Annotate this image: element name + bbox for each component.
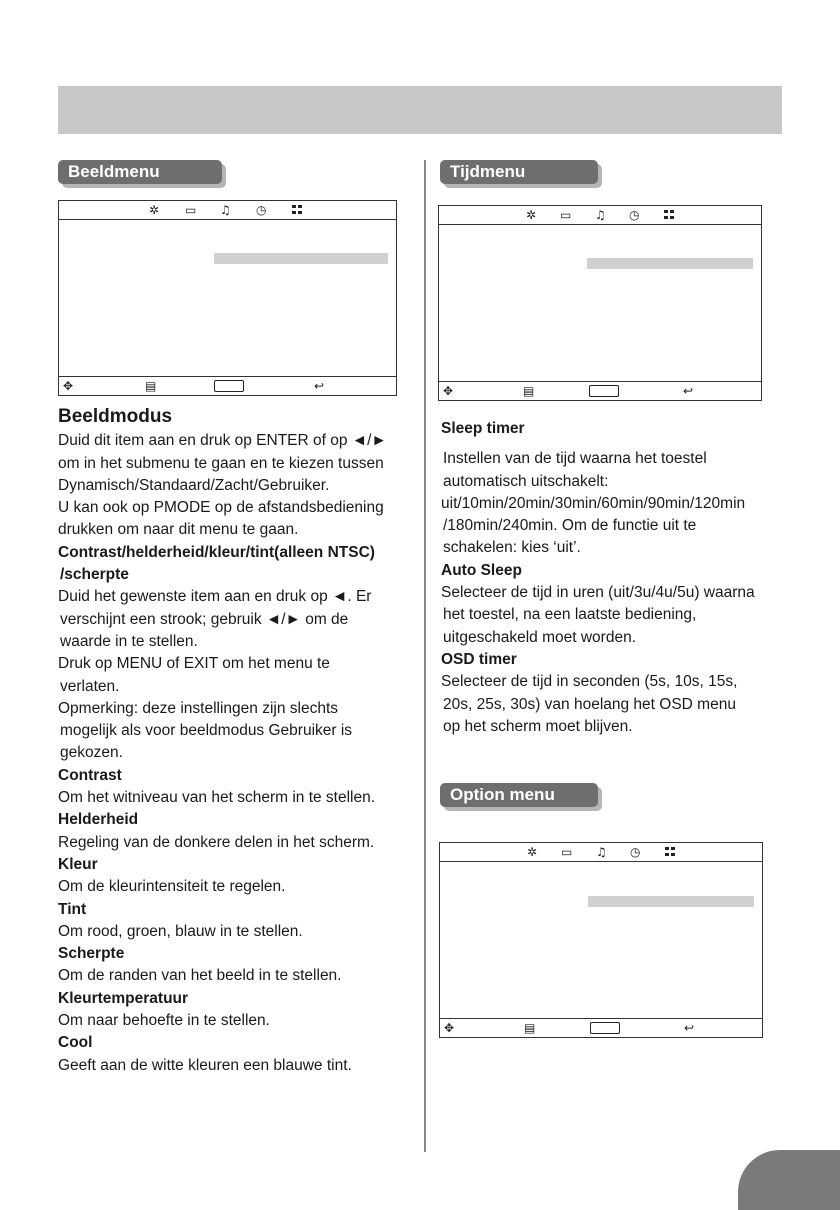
music-icon: ♫ bbox=[220, 203, 231, 217]
tab-tijdmenu: Tijdmenu bbox=[440, 160, 598, 184]
grid-icon bbox=[665, 847, 676, 857]
text-line: drukken om naar dit menu te gaan. bbox=[58, 521, 299, 539]
text-line: waarde in te stellen. bbox=[60, 632, 198, 650]
osd-menu-icon-bar bbox=[440, 843, 762, 862]
return-icon: ↩ bbox=[314, 379, 325, 393]
text-line: Selecteer de tijd in seconden (5s, 10s, 15s, bbox=[441, 673, 738, 691]
text-line: U kan ook op PMODE op de afstandsbediening bbox=[58, 499, 384, 517]
text-line: Druk op MENU of EXIT om het menu te bbox=[58, 655, 330, 673]
osd-highlight-row bbox=[214, 253, 388, 264]
tab-beeldmenu: Beeldmenu bbox=[58, 160, 222, 184]
text-line: Om de randen van het beeld in te stellen. bbox=[58, 967, 342, 985]
monitor-icon: ▭ bbox=[561, 845, 573, 859]
heading-auto-sleep: Auto Sleep bbox=[441, 561, 522, 579]
heading-cool: Cool bbox=[58, 1034, 93, 1052]
column-divider bbox=[424, 160, 426, 1152]
text-line: mogelijk als voor beeldmodus Gebruiker is bbox=[60, 722, 353, 740]
osd-highlight-row bbox=[588, 896, 754, 907]
osd-menu-icon-bar bbox=[59, 201, 396, 220]
osd-menu-option bbox=[439, 842, 763, 1038]
return-icon: ↩ bbox=[684, 1021, 695, 1035]
text-line: op het scherm moet blijven. bbox=[443, 717, 633, 735]
ok-icon bbox=[214, 380, 244, 392]
music-icon: ♫ bbox=[596, 845, 607, 859]
osd-menu-footer bbox=[440, 1018, 762, 1037]
clock-icon: ◷ bbox=[630, 845, 641, 859]
osd-highlight-row bbox=[587, 258, 753, 269]
gear-icon: ✲ bbox=[527, 845, 538, 859]
move-icon: ✥ bbox=[444, 1021, 455, 1035]
osd-menu-icon-bar bbox=[439, 206, 761, 225]
heading-helderheid: Helderheid bbox=[58, 811, 139, 829]
text-line: Duid het gewenste item aan en druk op ◄. Er bbox=[58, 588, 372, 606]
heading-contrast-group: Contrast/helderheid/kleur/tint(alleen NTSC) bbox=[58, 543, 375, 561]
clock-icon: ◷ bbox=[629, 208, 640, 222]
heading-sleep-timer: Sleep timer bbox=[441, 420, 525, 437]
osd-menu-beeld bbox=[58, 200, 397, 396]
music-icon: ♫ bbox=[595, 208, 606, 222]
monitor-icon: ▭ bbox=[185, 203, 197, 217]
text-line: Regeling van de donkere delen in het scherm. bbox=[58, 833, 375, 851]
osd-menu-tijd bbox=[438, 205, 762, 401]
heading-kleurtemperatuur: Kleurtemperatuur bbox=[58, 989, 189, 1007]
text-line: Om naar behoefte in te stellen. bbox=[58, 1012, 270, 1030]
text-line: gekozen. bbox=[60, 744, 123, 762]
move-icon: ✥ bbox=[63, 379, 74, 393]
text-line: /180min/240min. Om de functie uit te bbox=[443, 517, 697, 535]
heading-tint: Tint bbox=[58, 900, 87, 918]
menu-icon: ▤ bbox=[524, 1021, 536, 1035]
text-line: uitgeschakeld moet worden. bbox=[443, 628, 637, 646]
heading-kleur: Kleur bbox=[58, 855, 98, 873]
text-line: Opmerking: deze instellingen zijn slechts bbox=[58, 699, 338, 717]
menu-icon: ▤ bbox=[145, 379, 157, 393]
left-text bbox=[58, 406, 418, 1077]
text-line: automatisch uitschakelt: bbox=[443, 472, 609, 490]
text-line: Om de kleurintensiteit te regelen. bbox=[58, 878, 286, 896]
text-line: Om het witniveau van het scherm in te stellen. bbox=[58, 789, 376, 807]
ok-icon bbox=[590, 1022, 620, 1034]
text-line: Dynamisch/Standaard/Zacht/Gebruiker. bbox=[58, 476, 330, 494]
text-line: schakelen: kies ‘uit’. bbox=[443, 539, 581, 557]
header-bar bbox=[58, 86, 782, 134]
text-line: Instellen van de tijd waarna het toestel bbox=[443, 450, 707, 468]
text-line: om in het submenu te gaan en te kiezen tussen bbox=[58, 454, 384, 472]
monitor-icon: ▭ bbox=[560, 208, 572, 222]
gear-icon: ✲ bbox=[149, 203, 160, 217]
text-line: uit/10min/20min/30min/60min/90min/120min bbox=[441, 494, 746, 512]
osd-menu-footer bbox=[59, 376, 396, 395]
heading-osd-timer: OSD timer bbox=[441, 650, 517, 668]
return-icon: ↩ bbox=[683, 384, 694, 398]
move-icon: ✥ bbox=[443, 384, 454, 398]
osd-menu-footer bbox=[439, 381, 761, 400]
gear-icon: ✲ bbox=[526, 208, 537, 222]
heading-contrast: Contrast bbox=[58, 766, 122, 784]
heading-scherpte: Scherpte bbox=[58, 945, 125, 963]
tab-option-menu: Option menu bbox=[440, 783, 598, 807]
heading-contrast-group-cont: /scherpte bbox=[60, 566, 129, 584]
menu-icon: ▤ bbox=[523, 384, 535, 398]
right-text bbox=[441, 418, 831, 738]
text-line: verschijnt een strook; gebruik ◄/► om de bbox=[60, 610, 349, 628]
text-line: het toestel, na een laatste bediening, bbox=[443, 606, 697, 624]
text-line: Geeft aan de witte kleuren een blauwe tint. bbox=[58, 1056, 352, 1074]
grid-icon bbox=[664, 210, 675, 220]
clock-icon: ◷ bbox=[256, 203, 267, 217]
text-line: Om rood, groen, blauw in te stellen. bbox=[58, 922, 303, 940]
ok-icon bbox=[589, 385, 619, 397]
text-line: 20s, 25s, 30s) van hoelang het OSD menu bbox=[443, 695, 736, 713]
text-line: Duid dit item aan en druk op ENTER of op ◄/► bbox=[58, 432, 387, 450]
text-line: verlaten. bbox=[60, 677, 120, 695]
text-line: Selecteer de tijd in uren (uit/3u/4u/5u) waarna bbox=[441, 584, 755, 602]
page-number-tab bbox=[738, 1150, 840, 1210]
grid-icon bbox=[292, 205, 303, 215]
heading-beeldmodus: Beeldmodus bbox=[58, 406, 173, 427]
